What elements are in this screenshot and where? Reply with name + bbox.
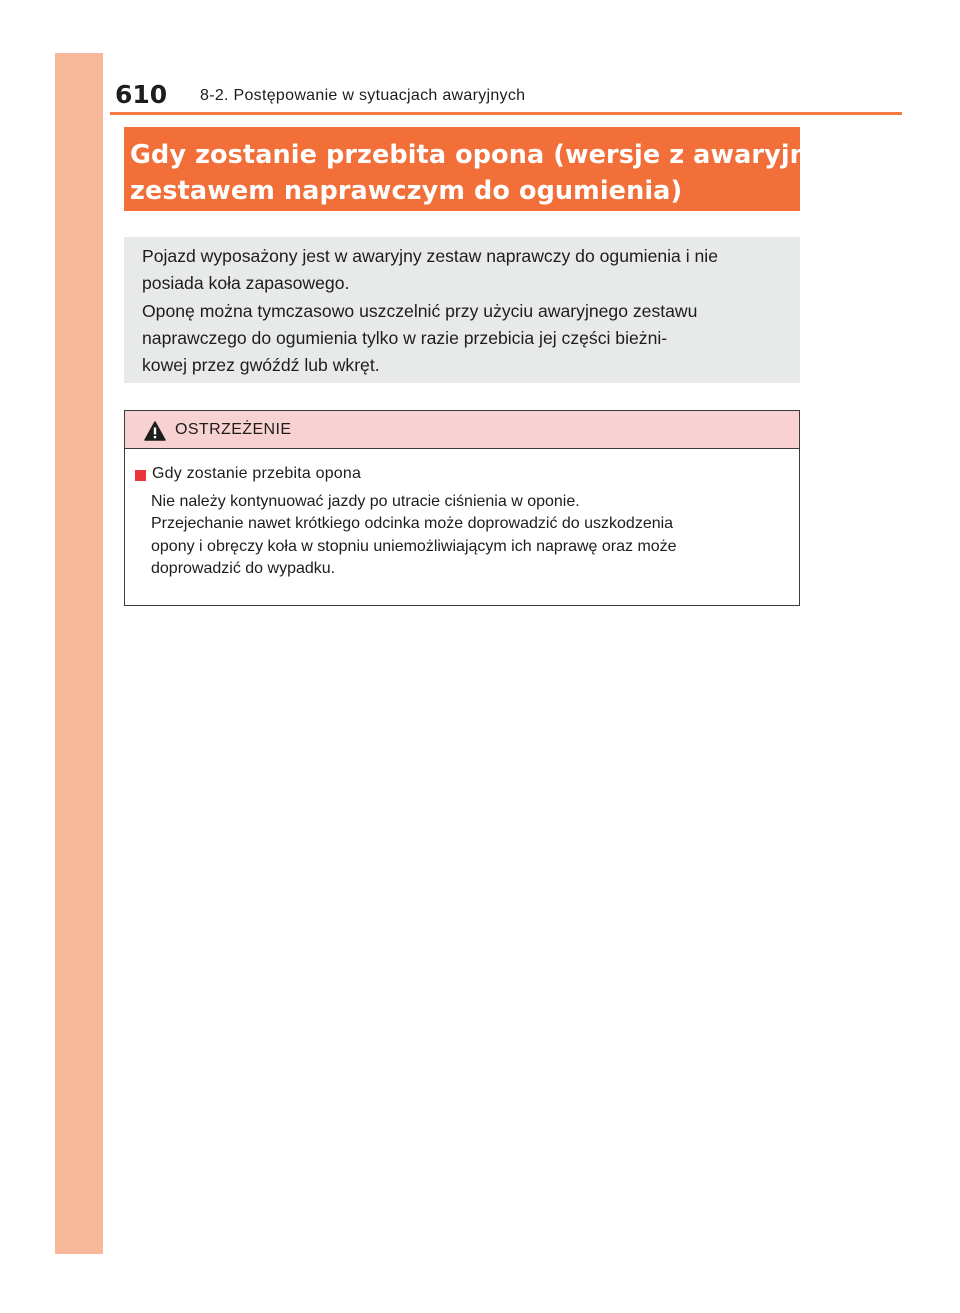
- intro-text: [142, 243, 786, 379]
- warning-line: Przejechanie nawet krótkiego odcinka może doprowadzić do uszkodzenia: [151, 515, 674, 533]
- warning-label: OSTRZEŻENIE: [175, 421, 292, 438]
- red-square-bullet: [135, 470, 146, 481]
- warning-box: [124, 410, 800, 606]
- warning-line: opony i obręczy koła w stopniu uniemożliwiającym ich naprawę oraz może: [151, 537, 677, 555]
- section-heading-box: [124, 127, 852, 211]
- warning-heading: Gdy zostanie przebita opona: [152, 465, 362, 482]
- page-header: [110, 80, 902, 116]
- intro-paragraph: [142, 298, 786, 380]
- intro-box: [124, 237, 800, 383]
- warning-triangle-icon: [144, 421, 166, 441]
- section-heading-line: zestawem naprawczym do ogumienia): [130, 176, 683, 206]
- section-heading: [130, 137, 852, 209]
- intro-line: Oponę można tymczasowo uszczelnić przy użyciu awaryjnego zestawu: [142, 300, 698, 321]
- intro-line: naprawczego do ogumienia tylko w razie przebicia jej części bieżni-: [142, 327, 668, 348]
- page-number: 610: [115, 80, 168, 109]
- intro-line: posiada koła zapasowego.: [142, 273, 350, 294]
- intro-paragraph: [142, 243, 786, 298]
- intro-line: Pojazd wyposażony jest w awaryjny zestaw naprawczy do ogumienia i nie: [142, 246, 718, 266]
- intro-line: kowej przez gwóźdź lub wkręt.: [142, 355, 380, 376]
- header-rule: [110, 112, 902, 115]
- warning-line: Nie należy kontynuować jazdy po utracie ciśnienia w oponie.: [151, 493, 580, 510]
- section-title: 8-2. Postępowanie w sytuacjach awaryjnych: [200, 87, 526, 104]
- warning-header: [125, 411, 799, 449]
- warning-line: doprowadzić do wypadku.: [151, 559, 336, 577]
- warning-body: [151, 491, 783, 580]
- side-tab-strip: [55, 53, 103, 1254]
- section-heading-line: Gdy zostanie przebita opona (wersje z awaryjnym: [130, 140, 852, 170]
